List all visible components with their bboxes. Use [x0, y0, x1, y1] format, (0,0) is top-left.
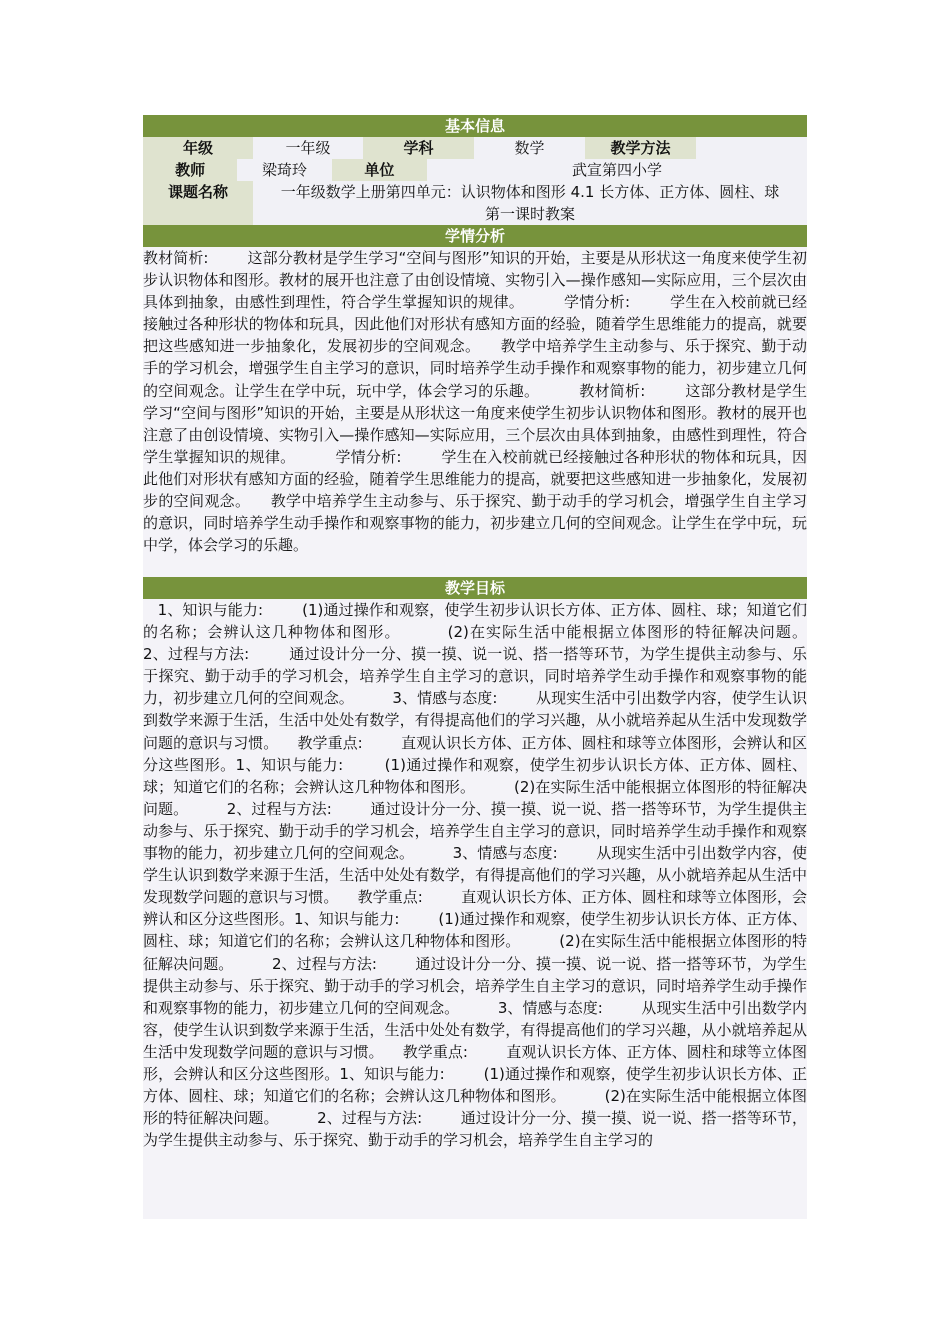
- info-row-grade: [143, 137, 807, 159]
- info-row-teacher: [143, 159, 807, 181]
- info-row-topic: [143, 181, 807, 225]
- lesson-plan-table: [143, 115, 846, 1219]
- grade-value: 一年级: [253, 137, 363, 159]
- teacher-label: 教师: [143, 159, 237, 181]
- section-header-goals: 教学目标: [143, 577, 807, 599]
- teacher-value: 梁琦玲: [237, 159, 331, 181]
- method-value: [696, 137, 807, 159]
- analysis-text: 教材简析: 这部分教材是学生学习“空间与图形”知识的开始，主要是从形状这一角度来使学生初步认识物体和图形。教材的展开也注意了由创设情境、实物引入—操作感知—实际应用，三个层次由具体到抽象，由感性到理性，符合学生掌握知识的规律。 学情分析: 学生在入校前就已经接触过各种形状的物体和玩具，因此他们对形状有感知方面的经验，随着学生思维能力的提高，就要把这些感知进一步抽象化，发展初步的空间观念。 教学中培养学生主动参与、乐于探究、勤于动手的学习机会，增强学生自主学习的意识，同时培养学生动手操作和观察事物的能力，初步建立几何的空间观念。让学生在学中玩，玩中学，体会学习的乐趣。 教材简析: 这部分教材是学生学习“空间与图形”知识的开始，主要是从形状这一角度来使学生初步认识物体和图形。教材的展开也注意了由创设情境、实物引入—操作感知—实际应用，三个层次由具体到抽象，由感性到理性，符合学生掌握知识的规律。 学情分析: 学生在入校前就已经接触过各种形状的物体和玩具，因此他们对形状有感知方面的经验，随着学生思维能力的提高，就要把这些感知进一步抽象化，发展初步的空间观念。 教学中培养学生主动参与、乐于探究、勤于动手的学习机会，增强学生自主学习的意识，同时培养学生动手操作和观察事物的能力，初步建立几何的空间观念。让学生在学中玩，玩中学，体会学习的乐趣。: [143, 247, 807, 577]
- topic-line-1: 一年级数学上册第四单元：认识物体和图形 4.1 长方体、正方体、圆柱、球: [280, 183, 780, 201]
- grade-label: 年级: [143, 137, 253, 159]
- topic-line-2: 第一课时教案: [484, 205, 575, 223]
- topic-value: [253, 181, 807, 225]
- method-label: 教学方法: [585, 137, 696, 159]
- topic-label: 课题名称: [143, 181, 253, 225]
- goals-text: 1、知识与能力: (1)通过操作和观察，使学生初步认识长方体、正方体、圆柱、球；知道它们的名称；会辨认这几种物体和图形。 (2)在实际生活中能根据立体图形的特征解决问题。 2、过程与方法: 通过设计分一分、摸一摸、说一说、搭一搭等环节，为学生提供主动参与、乐于探究、勤于动手的学习机会，培养学生自主学习的意识，同时培养学生动手操作和观察事物的能力，初步建立几何的空间观念。 3、情感与态度: 从现实生活中引出数学内容，使学生认识到数学来源于生活，生活中处处有数学，有得提高他们的学习兴趣，从小就培养起从生活中发现数学问题的意识与习惯。 教学重点: 直观认识长方体、正方体、圆柱和球等立体图形，会辨认和区分这些图形。1、知识与能力: (1)通过操作和观察，使学生初步认识长方体、正方体、圆柱、球；知道它们的名称；会辨认这几种物体和图形。 (2)在实际生活中能根据立体图形的特征解决问题。 2、过程与方法: 通过设计分一分、摸一摸、说一说、搭一搭等环节，为学生提供主动参与、乐于探究、勤于动手的学习机会，培养学生自主学习的意识，同时培养学生动手操作和观察事物的能力，初步建立几何的空间观念。 3、情感与态度: 从现实生活中引出数学内容，使学生认识到数学来源于生活，生活中处处有数学，有得提高他们的学习兴趣，从小就培养起从生活中发现数学问题的意识与习惯。 教学重点: 直观认识长方体、正方体、圆柱和球等立体图形，会辨认和区分这些图形。1、知识与能力: (1)通过操作和观察，使学生初步认识长方体、正方体、圆柱、球；知道它们的名称；会辨认这几种物体和图形。 (2)在实际生活中能根据立体图形的特征解决问题。 2、过程与方法: 通过设计分一分、摸一摸、说一说、搭一搭等环节，为学生提供主动参与、乐于探究、勤于动手的学习机会，培养学生自主学习的意识，同时培养学生动手操作和观察事物的能力，初步建立几何的空间观念。 3、情感与态度: 从现实生活中引出数学内容，使学生认识到数学来源于生活，生活中处处有数学，有得提高他们的学习兴趣，从小就培养起从生活中发现数学问题的意识与习惯。 教学重点: 直观认识长方体、正方体、圆柱和球等立体图形，会辨认和区分这些图形。1、知识与能力: (1)通过操作和观察，使学生初步认识长方体、正方体、圆柱、球；知道它们的名称；会辨认这几种物体和图形。 (2)在实际生活中能根据立体图形的特征解决问题。 2、过程与方法: 通过设计分一分、摸一摸、说一说、搭一搭等环节，为学生提供主动参与、乐于探究、勤于动手的学习机会，培养学生自主学习的: [143, 599, 807, 1219]
- subject-label: 学科: [363, 137, 474, 159]
- unit-value: 武宣第四小学: [427, 159, 807, 181]
- unit-label: 单位: [332, 159, 427, 181]
- subject-value: 数学: [474, 137, 585, 159]
- section-header-analysis: 学情分析: [143, 225, 807, 247]
- section-header-basic: 基本信息: [143, 115, 807, 137]
